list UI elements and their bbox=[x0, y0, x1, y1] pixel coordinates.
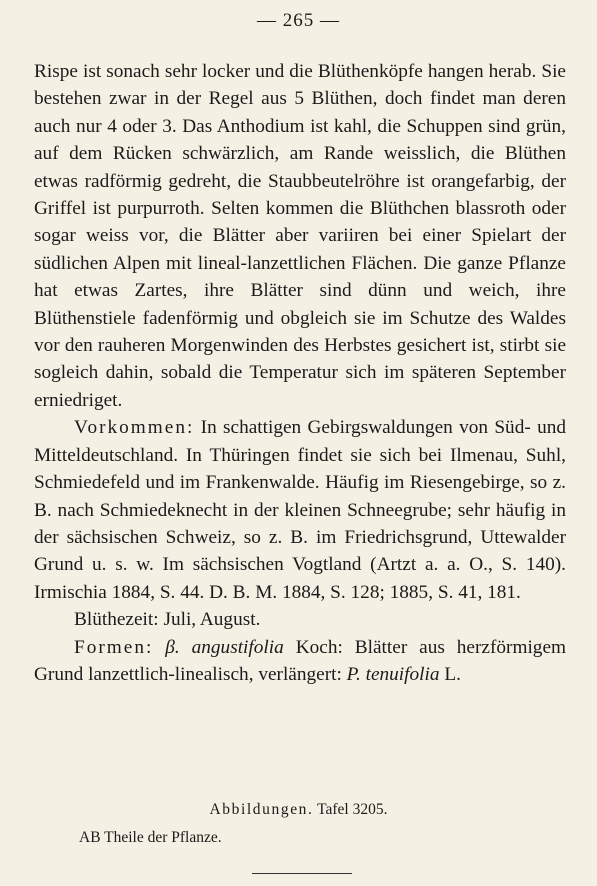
illustration-caption bbox=[0, 801, 597, 819]
formen-author: Koch: bbox=[295, 636, 343, 658]
formen-synonym: P. tenuifolia bbox=[346, 663, 440, 685]
page-body bbox=[34, 58, 566, 688]
illustration-subcaption: AB Theile der Pflanze. bbox=[79, 829, 222, 846]
bluethezeit-paragraph bbox=[34, 606, 566, 633]
caption-plate: Tafel 3205. bbox=[317, 801, 388, 818]
vorkommen-label: Vorkommen: bbox=[74, 417, 195, 439]
page-number: — 265 — bbox=[257, 10, 340, 31]
formen-synonym-author: L. bbox=[444, 663, 461, 685]
formen-paragraph bbox=[34, 634, 566, 689]
vorkommen-text: In schattigen Gebirgswaldungen von Süd- und Mitteldeutschland. In Thüringen findet sie sich bei Ilmenau, Suhl, Schmiedefeld und im Frankenwalde. Häufig im Riesengebirge, so z. B. nach Schmiedeknecht in der kleinen Schneegrube; sehr häufig in der sächsischen Schweiz, so z. B. im Friedrichsgrund, Uttewalder Grund u. s. w. Im sächsischen Vogtland (Artzt a. a. O., S. 140). Irmischia 1884, S. 44. D. B. M. 1884, S. 128; 1885, S. 41, 181. bbox=[34, 417, 566, 603]
caption-title: Abbildungen. bbox=[209, 801, 314, 818]
bottom-rule bbox=[252, 873, 352, 874]
formen-text: Blätter aus herzförmigem Grund lanzettlich-linealisch, verlängert: bbox=[34, 636, 566, 685]
vorkommen-paragraph bbox=[34, 414, 566, 606]
bluethezeit-text: Juli, August. bbox=[163, 609, 261, 631]
bluethezeit-label: Blüthezeit: bbox=[74, 609, 159, 631]
description-paragraph: Rispe ist sonach sehr locker und die Blüthenköpfe hangen herab. Sie bestehen zwar in der Regel aus 5 Blüthen, doch findet man deren auch nur 4 oder 3. Das Anthodium ist kahl, die Schuppen sind grün, auf dem Rücken schwärzlich, am Rande weisslich, die Blüthen etwas radförmig gedreht, die Staubbeutelröhre ist orangefarbig, der Griffel ist purpurroth. Selten kommen die Blüthchen blassroth oder sogar weiss vor, die Blätter aber variiren bei einer Spielart der südlichen Alpen mit lineal-lanzettlichen Flächen. Die ganze Pflanze hat etwas Zartes, ihre Blätter sind dünn und weich, ihre Blüthenstiele fadenförmig und obgleich sie im Schutze des Waldes vor den rauheren Morgenwinden des Herbstes gesichert ist, stirbt sie sogleich dahin, sobald die Temperatur sich im späteren September erniedriget. bbox=[34, 61, 566, 411]
formen-variety: β. angustifolia bbox=[165, 636, 284, 658]
formen-label: Formen: bbox=[74, 636, 154, 658]
